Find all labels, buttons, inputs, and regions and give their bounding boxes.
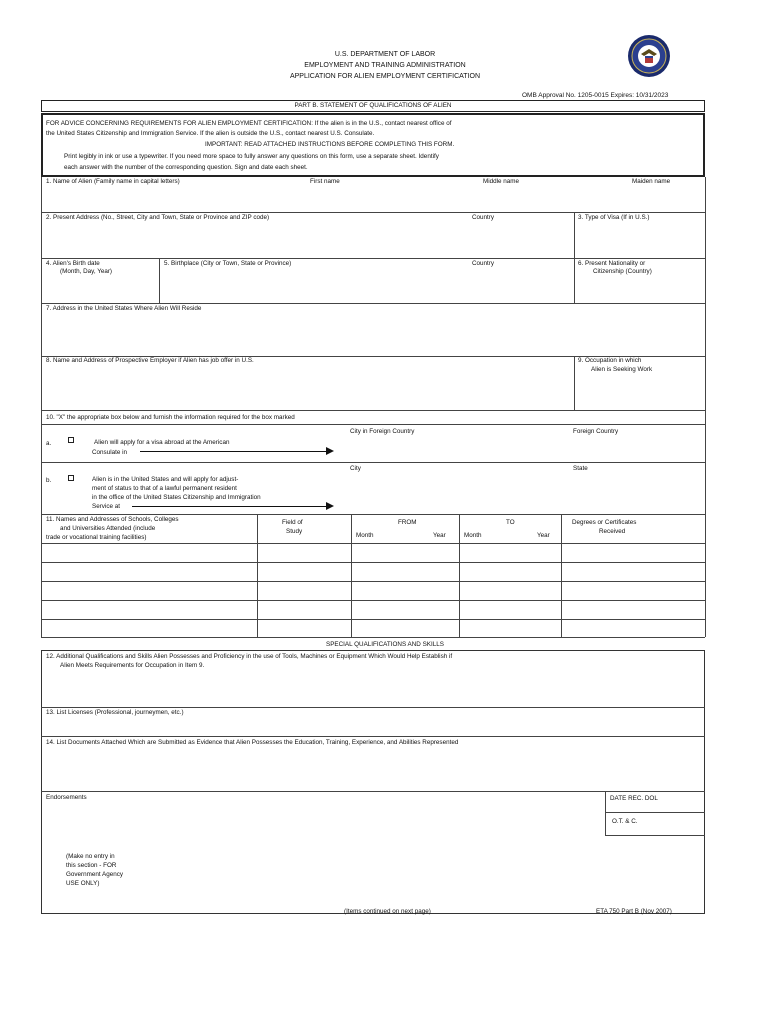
agency-division: EMPLOYMENT AND TRAINING ADMINISTRATION <box>304 62 466 69</box>
divider <box>41 303 705 304</box>
to-label: TO <box>506 519 515 526</box>
print-instructions-2: each answer with the number of the corresponding question. Sign and date each sheet. <box>64 164 308 171</box>
divider <box>41 424 705 425</box>
gov-use-note-3: Government Agency <box>66 871 124 878</box>
form-number: ETA 750 Part B (Nov 2007) <box>596 908 672 915</box>
field-6-label: 6. Present Nationality or <box>578 260 646 267</box>
visa-type-input[interactable] <box>576 224 704 257</box>
form-right-border <box>705 177 706 637</box>
field-7-label: 7. Address in the United States Where Alien Will Reside <box>46 305 202 312</box>
divider <box>159 258 160 303</box>
divider <box>41 212 705 213</box>
divider <box>574 356 575 410</box>
field-10b-text-3: in the office of the United States Citizenship and Immigration <box>92 494 261 501</box>
field-10b-city-label: City <box>350 465 361 472</box>
field-1-maiden-label: Maiden name <box>632 178 671 185</box>
school-row[interactable] <box>42 620 705 637</box>
to-year-label: Year <box>537 532 550 539</box>
divider <box>41 410 705 411</box>
field-10a-letter: a. <box>46 440 52 447</box>
field-9-label: 9. Occupation in which <box>578 357 642 364</box>
arrow-right-icon <box>326 502 334 510</box>
field-of-study-label: Field of <box>282 519 303 526</box>
option-b-checkbox[interactable] <box>68 475 74 481</box>
divider <box>41 637 705 638</box>
divider <box>574 212 575 258</box>
school-row[interactable] <box>42 563 705 581</box>
field-10b-letter: b. <box>46 477 52 484</box>
nationality-input[interactable] <box>576 278 704 302</box>
divider <box>41 462 705 463</box>
field-10a-text-2: Consulate in <box>92 449 128 456</box>
field-2-label: 2. Present Address (No., Street, City and Town, State or Province and ZIP code) <box>46 214 270 221</box>
us-address-input[interactable] <box>42 315 704 355</box>
field-8-label: 8. Name and Address of Prospective Employer if Alien has job offer in U.S. <box>46 357 254 364</box>
field-of-study-sublabel: Study <box>286 528 303 535</box>
divider <box>574 258 575 303</box>
field-1-first-label: First name <box>310 178 340 185</box>
field-5-label: 5. Birthplace (City or Town, State or Province) <box>164 260 292 267</box>
field-11-label-3: trade or vocational training facilities) <box>46 534 147 541</box>
gov-use-note-2: this section - FOR <box>66 862 117 869</box>
advice-line-2: the United States Citizenship and Immigration Service. If the alien is outside the U.S., contact nearest U.S. Consulate. <box>46 130 375 137</box>
form-title: APPLICATION FOR ALIEN EMPLOYMENT CERTIFICATION <box>289 73 481 80</box>
divider <box>41 736 705 737</box>
school-row[interactable] <box>42 601 705 619</box>
additional-skills-input[interactable] <box>42 672 704 706</box>
from-year-label: Year <box>433 532 446 539</box>
degrees-label: Degrees or Certificates <box>572 519 637 526</box>
field-3-label: 3. Type of Visa (If in U.S.) <box>578 214 650 221</box>
field-13-label: 13. List Licenses (Professional, journeymen, etc.) <box>46 709 184 716</box>
arrow-right-icon <box>326 447 334 455</box>
field-5-country-label: Country <box>472 260 495 267</box>
divider <box>41 514 705 515</box>
field-10b-text-1: Alien is in the United States and will apply for adjust- <box>92 476 239 483</box>
arrow-line <box>132 506 327 507</box>
adjustment-state-input[interactable] <box>568 476 704 512</box>
omb-approval: OMB Approval No. 1205-0015 Expires: 10/31/2023 <box>522 92 669 99</box>
documents-input[interactable] <box>42 749 704 790</box>
field-10a-country-label: Foreign Country <box>573 428 619 435</box>
school-row[interactable] <box>42 544 705 562</box>
licenses-input[interactable] <box>42 719 704 735</box>
to-month-label: Month <box>464 532 482 539</box>
birthplace-input[interactable] <box>161 278 573 302</box>
field-12-label: 12. Additional Qualifications and Skills Alien Possesses and Proficiency in the use of Tools, Machines or Equipment Which Would Help Establish if <box>46 653 453 660</box>
consulate-city-input[interactable] <box>345 438 565 458</box>
field-10a-text-1: Alien will apply for a visa abroad at the American <box>94 439 230 446</box>
arrow-line <box>140 451 327 452</box>
field-1-middle-label: Middle name <box>483 178 520 185</box>
from-label: FROM <box>398 519 417 526</box>
important-note: IMPORTANT: READ ATTACHED INSTRUCTIONS BEFORE COMPLETING THIS FORM. <box>205 141 455 148</box>
field-10-label: 10. "X" the appropriate box below and furnish the information required for the box marked <box>46 414 295 421</box>
divider <box>605 812 705 813</box>
field-10b-text-4: Service at <box>92 503 120 510</box>
dol-seal-icon <box>627 34 671 78</box>
alien-name-input[interactable] <box>42 188 704 212</box>
field-14-label: 14. List Documents Attached Which are Submitted as Evidence that Alien Possesses the Education, Training, Experience, and Abilities Represented <box>46 739 459 746</box>
divider <box>41 258 705 259</box>
agency-name: U.S. DEPARTMENT OF LABOR <box>334 51 436 58</box>
endorsements-label: Endorsements <box>46 794 87 801</box>
occupation-input[interactable] <box>576 376 704 409</box>
continued-note: (Items continued on next page) <box>344 908 431 915</box>
gov-use-note-1: (Make no entry in <box>66 853 115 860</box>
adjustment-city-input[interactable] <box>345 476 565 512</box>
degrees-sublabel: Received <box>599 528 626 535</box>
field-10a-city-label: City in Foreign Country <box>350 428 415 435</box>
ot-c-label: O.T. & C. <box>612 818 638 825</box>
field-4-label: 4. Alien's Birth date <box>46 260 100 267</box>
divider <box>41 707 705 708</box>
divider <box>605 835 705 836</box>
field-11-label-1: 11. Names and Addresses of Schools, Colleges <box>46 516 179 523</box>
employer-input[interactable] <box>42 367 573 409</box>
gov-use-note-4: USE ONLY) <box>66 880 100 887</box>
school-row[interactable] <box>42 582 705 600</box>
field-6-sublabel: Citizenship (Country) <box>593 268 652 275</box>
print-instructions-1: Print legibly in ink or use a typewriter. If you need more space to fully answer any questions on this form, use a separate sheet. Identify <box>64 153 439 160</box>
special-qualifications-title: SPECIAL QUALIFICATIONS AND SKILLS <box>326 641 444 648</box>
divider <box>605 791 606 836</box>
from-month-label: Month <box>356 532 374 539</box>
field-2-country-label: Country <box>472 214 495 221</box>
field-1-label: 1. Name of Alien (Family name in capital letters) <box>46 178 180 185</box>
field-12-sublabel: Alien Meets Requirements for Occupation in Item 9. <box>60 662 205 669</box>
part-title: PART B. STATEMENT OF QUALIFICATIONS OF ALIEN <box>294 102 452 109</box>
field-9-sublabel: Alien is Seeking Work <box>591 366 653 373</box>
field-4-sublabel: (Month, Day, Year) <box>60 268 113 275</box>
option-a-checkbox[interactable] <box>68 437 74 443</box>
advice-line-1: FOR ADVICE CONCERNING REQUIREMENTS FOR ALIEN EMPLOYMENT CERTIFICATION: If the alien is in the U.S., contact nearest office of <box>46 120 452 127</box>
date-received-label: DATE REC. DOL <box>610 795 658 802</box>
field-11-label-2: and Universities Attended (include <box>60 525 156 532</box>
field-10b-state-label: State <box>573 465 588 472</box>
consulate-country-input[interactable] <box>568 438 704 458</box>
birth-date-input[interactable] <box>42 278 158 302</box>
present-address-input[interactable] <box>42 224 573 257</box>
field-10b-text-2: ment of status to that of a lawful permanent resident <box>92 485 237 492</box>
